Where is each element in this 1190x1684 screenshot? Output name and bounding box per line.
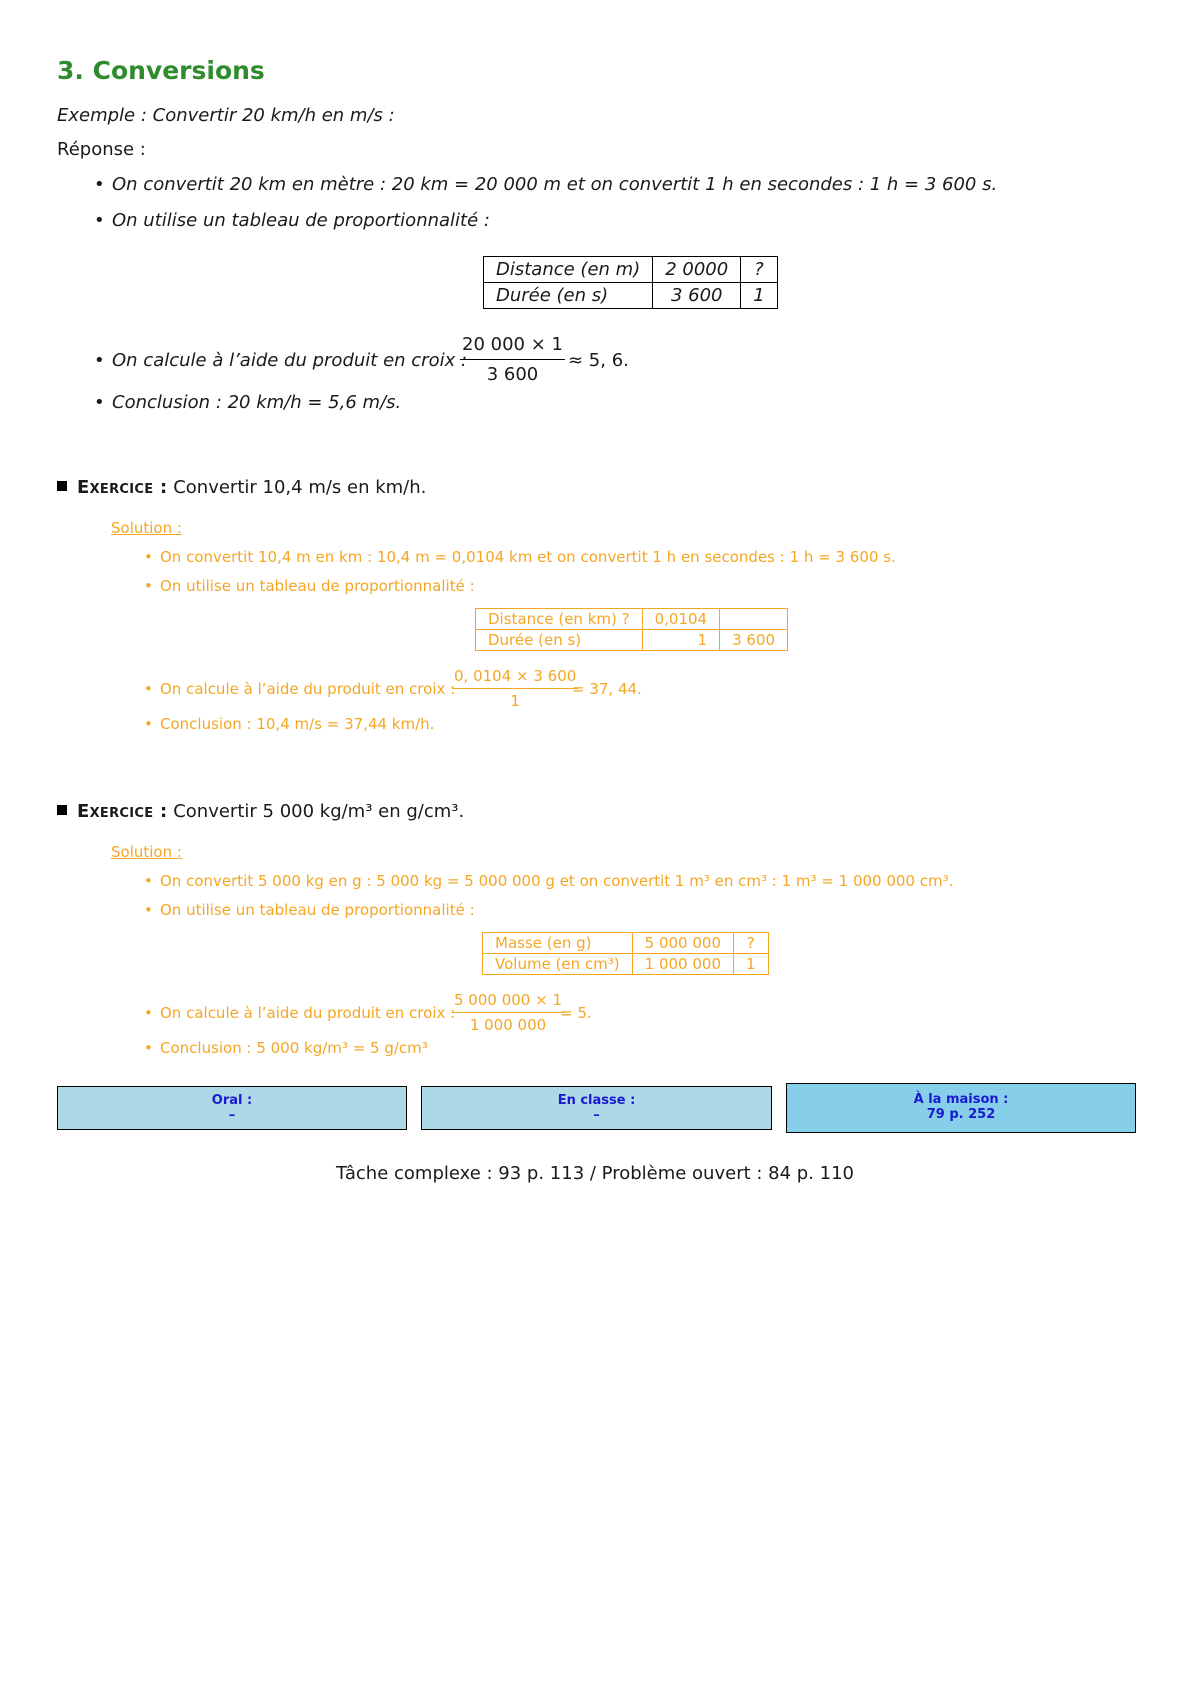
exercise-statement: Convertir 10,4 m/s en km/h. [173,477,427,498]
bullet-text: Conclusion : 10,4 m/s = 37,44 km/h. [160,715,435,733]
box-value: 79 p. 252 [926,1107,996,1122]
bullet-text: Conclusion : 20 km/h = 5,6 m/s. [112,392,402,413]
box-title: Oral : [211,1093,253,1108]
solution-table [482,932,769,975]
exercise-label: Exercice : [77,477,168,498]
box-value: – [593,1108,600,1123]
table-row [483,954,769,975]
fraction [460,334,565,385]
list-item: • On convertit 20 km en mètre : 20 km = 20 000 m et on convertit 1 h en secondes : 1 h = 3 600 s. [94,174,998,195]
bullet-text: On convertit 20 km en mètre : 20 km = 20 000 m et on convertit 1 h en secondes : 1 h = 3 600 s. [112,174,998,195]
list-item: • Conclusion : 20 km/h = 5,6 m/s. [94,392,402,413]
table-cell [720,609,788,630]
fraction-denominator: 3 600 [486,364,539,385]
bullet-text: On utilise un tableau de proportionnalité : [112,210,490,231]
a-la-maison-box [786,1083,1136,1133]
list-item: • Conclusion : 10,4 m/s = 37,44 km/h. [144,715,435,733]
table-cell: 3 600 [720,630,788,651]
solution-label: Solution : [111,519,182,537]
list-item: • On utilise un tableau de proportionnalité : [144,577,475,595]
exercise-statement: Convertir 5 000 kg/m³ en g/cm³. [173,801,465,822]
table-cell: Distance (en km) ? [476,609,643,630]
table-cell: 1 [642,630,720,651]
table-cell: Durée (en s) [484,283,653,309]
table-row [484,283,778,309]
table-row [476,630,788,651]
fraction-denominator: 1 000 000 [469,1016,547,1034]
table-cell: 5 000 000 [632,933,733,954]
fraction [452,991,564,1034]
list-item: • On utilise un tableau de proportionnalité : [144,901,475,919]
bullet-text: On convertit 5 000 kg en g : 5 000 kg = 5 000 000 g et on convertit 1 m³ en cm³ : 1 m³ = 1 000 000 cm³. [160,872,954,890]
table-row [484,257,778,283]
table-cell: Distance (en m) [484,257,653,283]
fraction [452,667,578,710]
bullet-text: On utilise un tableau de proportionnalité : [160,577,475,595]
section-title: 3. Conversions [57,56,265,85]
example-title: Exemple : Convertir 20 km/h en m/s : [57,105,395,126]
square-bullet-icon [57,481,67,491]
table-row [476,609,788,630]
list-item: • On calcule à l’aide du produit en croix : [144,680,456,698]
box-title: À la maison : [913,1092,1009,1107]
oral-box [57,1086,407,1130]
calc-result: = 37, 44. [572,680,642,698]
table-cell: Masse (en g) [483,933,633,954]
list-item: • On calcule à l’aide du produit en croix : [144,1004,456,1022]
fraction-numerator: 20 000 × 1 [460,334,565,360]
bullet-text: On calcule à l’aide du produit en croix : [160,680,456,698]
en-classe-box [421,1086,772,1130]
table-cell: 1 [741,283,777,309]
footer-text: Tâche complexe : 93 p. 113 / Problème ouvert : 84 p. 110 [335,1163,855,1184]
table-cell: Durée (en s) [476,630,643,651]
table-cell: 2 0000 [653,257,741,283]
exercise-heading [57,477,426,498]
list-item: • On convertit 5 000 kg en g : 5 000 kg = 5 000 000 g et on convertit 1 m³ en cm³ : 1 m³ = 1 000 000 cm³. [144,872,954,890]
list-item: • On utilise un tableau de proportionnalité : [94,210,490,231]
fraction-denominator: 1 [510,692,520,710]
fraction-numerator: 0, 0104 × 3 600 [452,667,578,689]
bullet-text: On calcule à l’aide du produit en croix : [160,1004,456,1022]
table-cell: Volume (en cm³) [483,954,633,975]
bullet-text: On calcule à l’aide du produit en croix : [112,350,468,371]
table-row [483,933,769,954]
example-table [483,256,778,309]
table-cell: ? [741,257,777,283]
answer-label: Réponse : [57,139,146,160]
table-cell: 3 600 [653,283,741,309]
bullet-text: On convertit 10,4 m en km : 10,4 m = 0,0104 km et on convertit 1 h en secondes : 1 h = 3 600 s. [160,548,896,566]
list-item: • On calcule à l’aide du produit en croix : [94,350,468,371]
table-cell: ? [733,933,768,954]
square-bullet-icon [57,805,67,815]
exercise-label: Exercice : [77,801,168,822]
exercise-heading [57,801,464,822]
box-title: En classe : [557,1093,636,1108]
bullet-text: Conclusion : 5 000 kg/m³ = 5 g/cm³ [160,1039,428,1057]
bullet-text: On utilise un tableau de proportionnalité : [160,901,475,919]
table-cell: 1 000 000 [632,954,733,975]
solution-table [475,608,788,651]
table-cell: 0,0104 [642,609,720,630]
list-item: • Conclusion : 5 000 kg/m³ = 5 g/cm³ [144,1039,428,1057]
solution-label: Solution : [111,843,182,861]
calc-result: ≈ 5, 6. [568,350,629,371]
fraction-numerator: 5 000 000 × 1 [452,991,564,1013]
box-value: – [228,1108,236,1123]
calc-result: = 5. [560,1004,592,1022]
list-item: • On convertit 10,4 m en km : 10,4 m = 0,0104 km et on convertit 1 h en secondes : 1 h = 3 600 s. [144,548,896,566]
table-cell: 1 [733,954,768,975]
